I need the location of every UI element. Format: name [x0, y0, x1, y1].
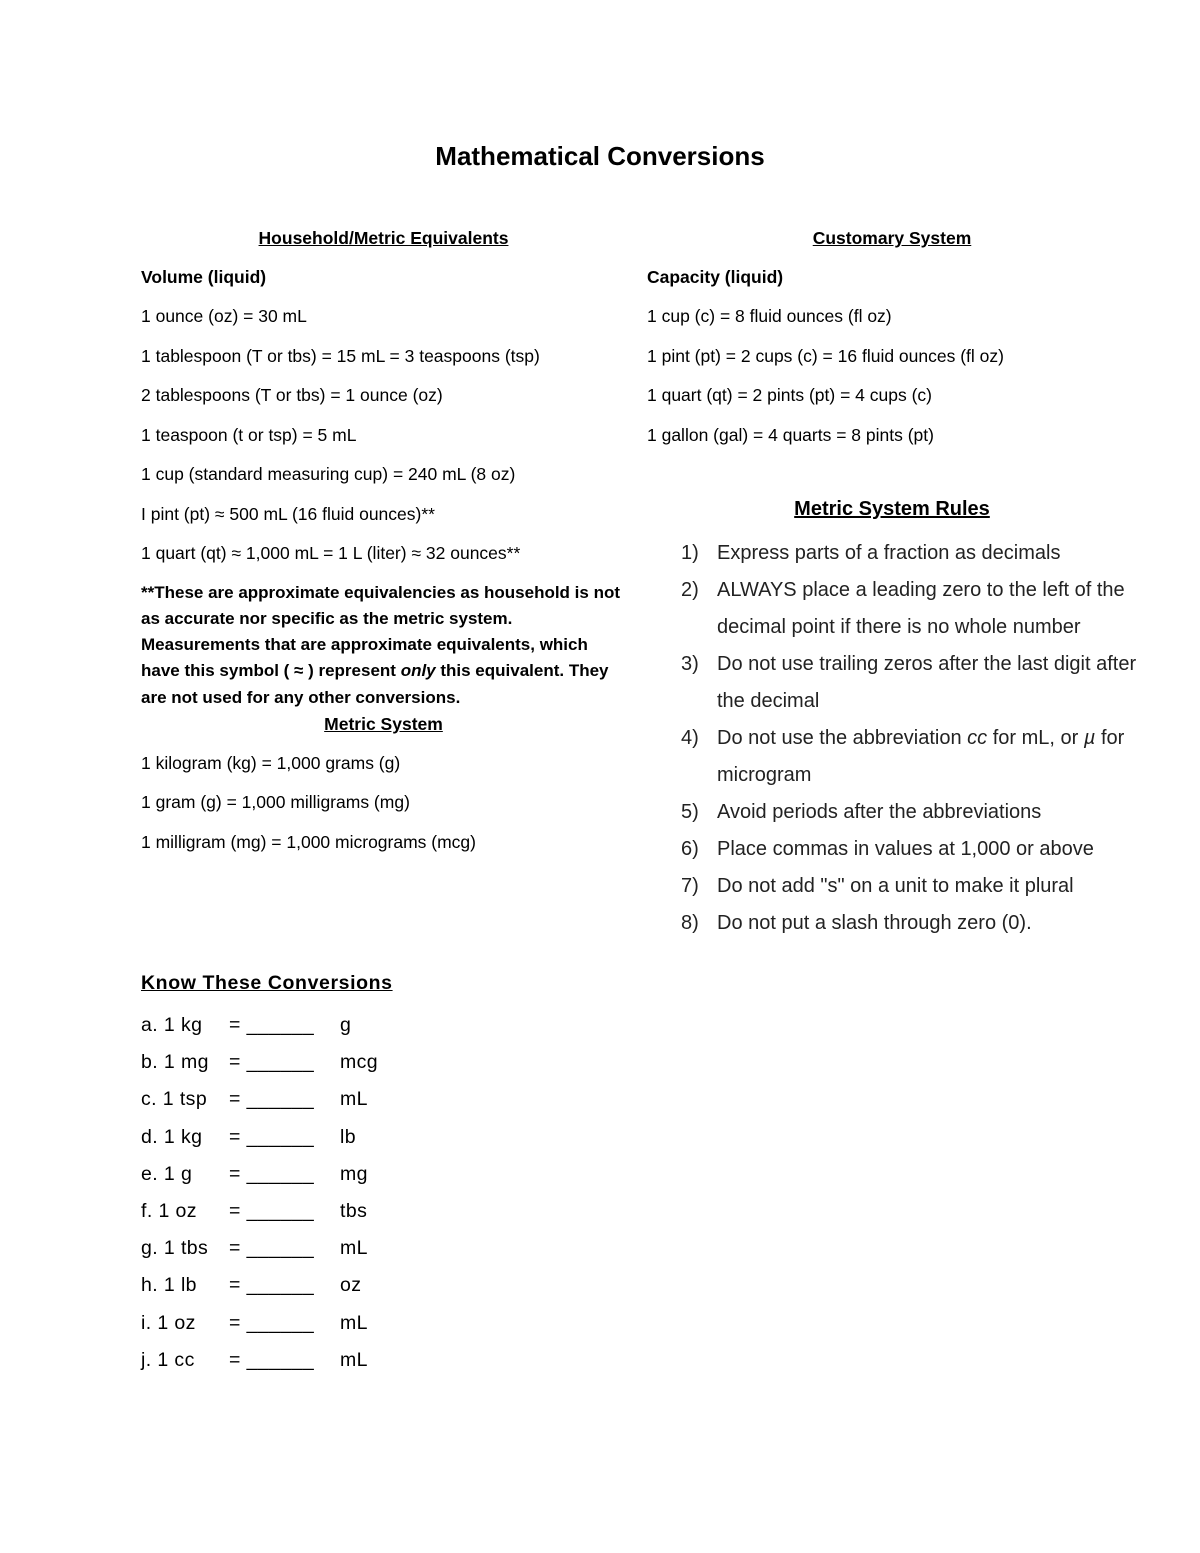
note-text: this equivalent. They are not used for any other conversions. — [141, 661, 609, 707]
know-row — [141, 1270, 561, 1307]
know-row — [141, 1345, 561, 1382]
know-unit: mL — [340, 1237, 368, 1260]
know-unit: lb — [340, 1125, 356, 1148]
approximation-note — [141, 580, 626, 711]
rule-item — [681, 831, 1141, 868]
know-unit: mcg — [340, 1051, 379, 1074]
know-unit: mL — [340, 1088, 368, 1111]
know-blank: = ______ — [229, 1014, 315, 1036]
know-row — [141, 1308, 561, 1345]
know-unit: mL — [340, 1348, 368, 1371]
rules-heading: Metric System Rules — [794, 498, 990, 520]
household-column — [141, 225, 626, 868]
know-quantity: e. 1 g — [141, 1162, 193, 1185]
know-blank: = ______ — [229, 1088, 315, 1111]
rule-item — [681, 535, 1141, 572]
metric-line: 1 gram (g) = 1,000 milligrams (mg) — [141, 792, 410, 813]
household-line: 1 cup (standard measuring cup) = 240 mL (8 oz) — [141, 464, 516, 484]
know-quantity: b. 1 mg — [141, 1051, 209, 1074]
know-row — [141, 1233, 561, 1270]
know-heading: Know These Conversions — [141, 972, 393, 994]
capacity-label: Capacity (liquid) — [647, 267, 784, 287]
rule-text: ALWAYS place a leading zero to the left of the decimal point if there is no whole number — [717, 579, 1125, 638]
household-line: 1 ounce (oz) = 30 mL — [141, 306, 307, 326]
note-emphasis: only — [400, 661, 436, 681]
know-quantity: i. 1 oz — [141, 1311, 196, 1334]
know-quantity: j. 1 cc — [141, 1348, 195, 1371]
know-row — [141, 1047, 561, 1084]
know-quantity: a. 1 kg — [141, 1014, 203, 1036]
customary-line: 1 quart (qt) = 2 pints (pt) = 4 cups (c) — [647, 385, 932, 405]
note-text: **These are approximate equivalencies as household is not as accurate nor specific as the metric system. Measurements that are approximate equivalents, which have this symbol ( ≈ ) represent — [141, 582, 620, 681]
customary-column — [647, 225, 1137, 461]
rule-item — [681, 868, 1141, 905]
rule-text: Do not use trailing zeros after the last digit after the decimal — [717, 653, 1137, 712]
metric-line: 1 milligram (mg) = 1,000 micrograms (mcg) — [141, 831, 476, 852]
know-row — [141, 1196, 561, 1233]
customary-line: 1 gallon (gal) = 4 quarts = 8 pints (pt) — [647, 424, 934, 445]
know-unit: g — [340, 1014, 352, 1036]
customary-heading: Customary System — [812, 228, 972, 248]
know-row — [141, 1122, 561, 1159]
know-blank: = ______ — [229, 1051, 315, 1074]
rule-text: Do not add "s" on a unit to make it plural — [717, 875, 1074, 897]
rule-text: Express parts of a fraction as decimals — [717, 542, 1061, 564]
rule-number: 7) — [681, 875, 699, 897]
rule-text-part: for mL, or — [987, 727, 1084, 749]
customary-line: 1 pint (pt) = 2 cups (c) = 16 fluid ounces (fl oz) — [647, 345, 1004, 366]
rule-text-emphasis: cc — [967, 727, 988, 749]
know-quantity: f. 1 oz — [141, 1199, 197, 1222]
know-quantity: g. 1 tbs — [141, 1237, 209, 1260]
rule-item — [681, 794, 1141, 831]
rule-item — [681, 905, 1141, 942]
know-row — [141, 1010, 561, 1047]
rule-number: 8) — [681, 912, 699, 934]
rule-text — [717, 720, 1141, 794]
metric-line: 1 kilogram (kg) = 1,000 grams (g) — [141, 752, 401, 773]
know-unit: mL — [340, 1311, 368, 1334]
household-line: 1 teaspoon (t or tsp) = 5 mL — [141, 424, 357, 445]
customary-line: 1 cup (c) = 8 fluid ounces (fl oz) — [647, 306, 892, 326]
rules-list — [681, 535, 1141, 942]
rule-number: 1) — [681, 542, 699, 564]
rule-text-part: for microgram — [717, 727, 1125, 786]
know-row — [141, 1084, 561, 1121]
know-blank: = ______ — [229, 1162, 315, 1185]
rule-item — [681, 646, 1141, 720]
rule-number: 6) — [681, 838, 699, 860]
metric-heading: Metric System — [324, 713, 443, 734]
rule-text: Place commas in values at 1,000 or above — [717, 838, 1094, 860]
know-row — [141, 1159, 561, 1196]
know-blank: = ______ — [229, 1348, 315, 1371]
know-unit: oz — [340, 1274, 362, 1297]
rule-text-part: Do not use the abbreviation — [717, 727, 968, 749]
volume-label: Volume (liquid) — [141, 267, 267, 287]
household-line: 2 tablespoons (T or tbs) = 1 ounce (oz) — [141, 385, 443, 405]
household-line: 1 quart (qt) ≈ 1,000 mL = 1 L (liter) ≈ 32 ounces** — [141, 543, 521, 563]
page-title: Mathematical Conversions — [435, 141, 765, 171]
rule-text: Avoid periods after the abbreviations — [717, 801, 1042, 823]
rule-number: 3) — [681, 653, 699, 675]
know-list — [141, 1010, 561, 1382]
know-quantity: d. 1 kg — [141, 1125, 203, 1148]
rule-number: 4) — [681, 727, 699, 749]
know-blank: = ______ — [229, 1274, 315, 1297]
know-quantity: c. 1 tsp — [141, 1088, 208, 1111]
rule-text: Do not put a slash through zero (0). — [717, 912, 1032, 934]
rule-item — [681, 572, 1141, 646]
household-line: I pint (pt) ≈ 500 mL (16 fluid ounces)** — [141, 503, 435, 524]
rule-text-emphasis: µ — [1083, 727, 1096, 749]
know-blank: = ______ — [229, 1199, 315, 1222]
know-blank: = ______ — [229, 1237, 315, 1260]
know-unit: tbs — [340, 1199, 368, 1222]
rule-number: 2) — [681, 579, 699, 601]
know-blank: = ______ — [229, 1125, 315, 1148]
rule-number: 5) — [681, 801, 699, 823]
rule-item — [681, 720, 1141, 794]
know-unit: mg — [340, 1162, 368, 1185]
household-line: 1 tablespoon (T or tbs) = 15 mL = 3 teaspoons (tsp) — [141, 345, 540, 366]
know-blank: = ______ — [229, 1311, 315, 1334]
household-heading: Household/Metric Equivalents — [258, 228, 509, 248]
know-quantity: h. 1 lb — [141, 1274, 197, 1297]
